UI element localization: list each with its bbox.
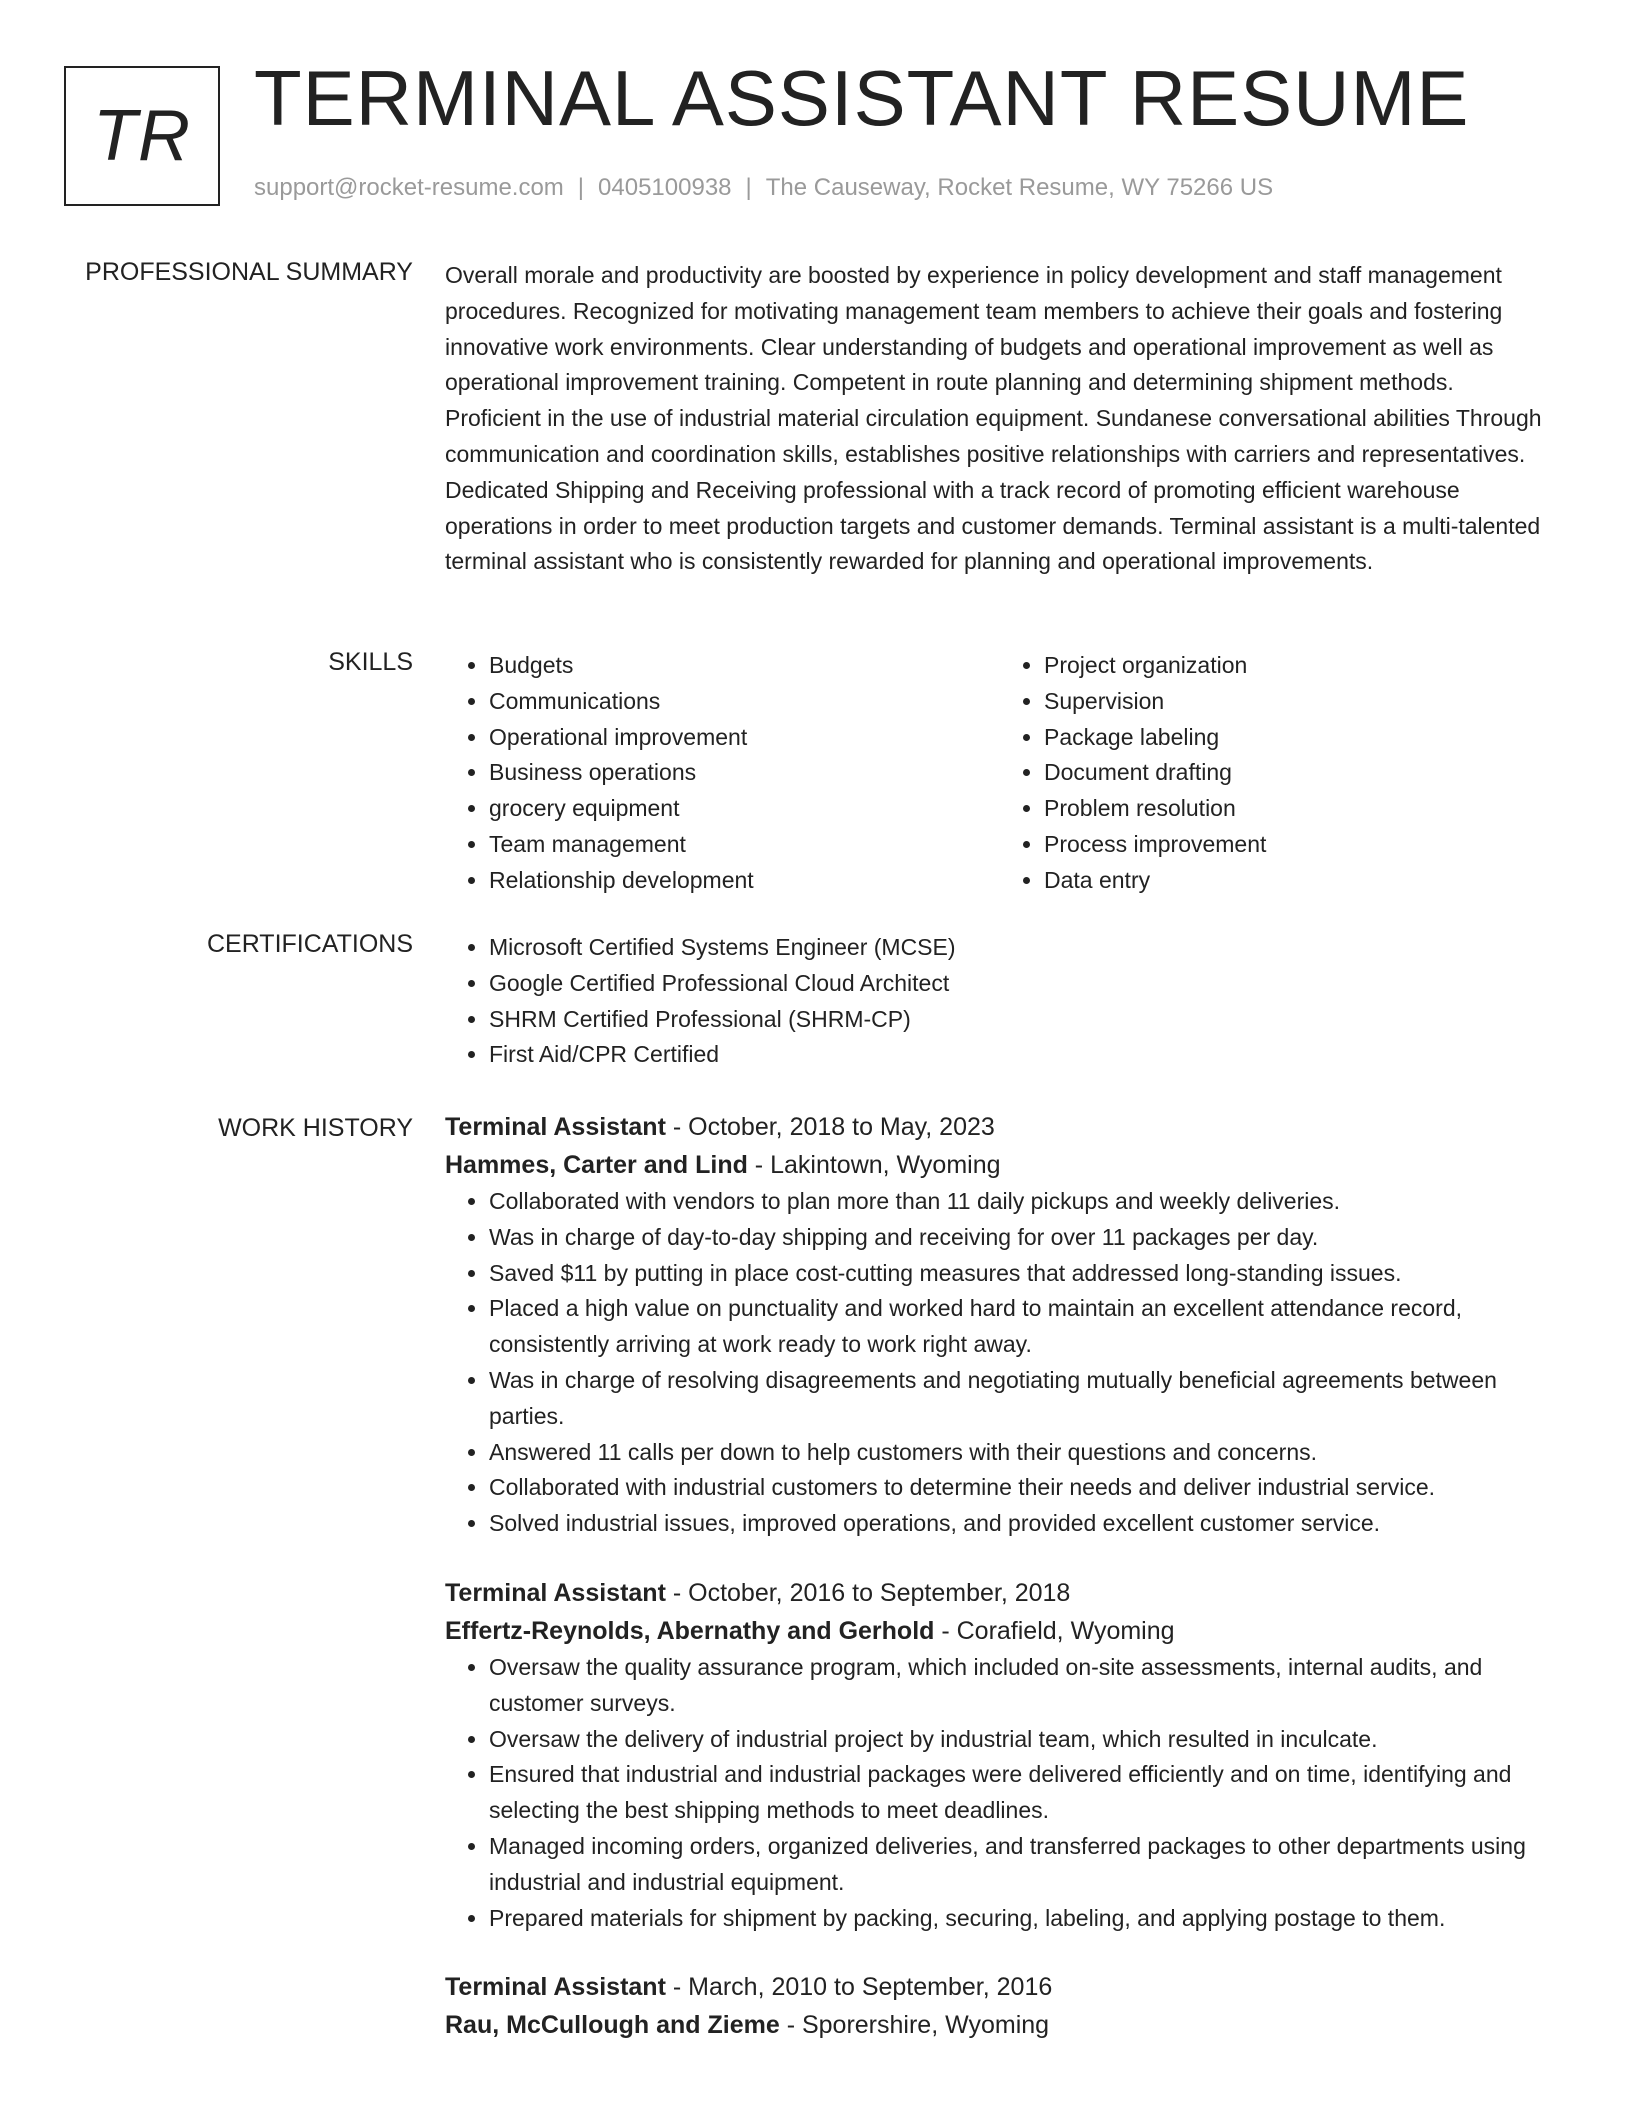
list-item: • Collaborated with industrial customers to determine their needs and deliver industrial service. [489, 1470, 1555, 1506]
job-location: - Sporershire, Wyoming [779, 2011, 1050, 2040]
work-history-label: WORK HISTORY [218, 1114, 413, 1142]
list-item: • Document drafting [1044, 755, 1555, 791]
list-item: • Business operations [489, 755, 1000, 791]
skills-list-right [1000, 648, 1555, 899]
list-item: • Oversaw the delivery of industrial project by industrial team, which resulted in inculcate. [489, 1722, 1555, 1758]
monogram-initials: TR [93, 96, 191, 176]
list-item: • grocery equipment [489, 791, 1000, 827]
list-item: • Relationship development [489, 863, 1000, 899]
contact-address: The Causeway, Rocket Resume, WY 75266 US [765, 174, 1274, 201]
summary-text: Overall morale and productivity are boosted by experience in policy development and staff management procedures. Recognized for motivating management team members to achieve their goals and fostering innovative work environments. Clear understanding of budgets and operational improvement as well as operational improvement training. Competent in route planning and determining shipment methods. Proficient in the use of industrial material circulation equipment. Sundanese conversational abilities Through communication and coordination skills, establishes positive relationships with carriers and representatives. Dedicated Shipping and Receiving professional with a track record of promoting efficient warehouse operations in order to meet production targets and customer demands. Terminal assistant is a multi-talented terminal assistant who is consistently rewarded for planning and operational improvements. [445, 262, 1542, 575]
job-entry [445, 1574, 1555, 1936]
job-bullets [445, 1184, 1555, 1542]
job-company: Hammes, Carter and Lind [445, 1151, 748, 1179]
job-company-line [445, 2006, 1555, 2044]
job-entry [445, 1108, 1555, 1542]
list-item: • Google Certified Professional Cloud Architect [489, 966, 1555, 1002]
list-item: • Communications [489, 684, 1000, 720]
job-title-line [445, 1968, 1555, 2006]
job-title: Terminal Assistant [445, 1113, 666, 1141]
list-item: • Problem resolution [1044, 791, 1555, 827]
job-bullets [445, 1650, 1555, 1936]
list-item: • Data entry [1044, 863, 1555, 899]
job-company: Rau, McCullough and Zieme [445, 2011, 780, 2040]
list-item: • Package labeling [1044, 720, 1555, 756]
page-title: TERMINAL ASSISTANT RESUME [254, 54, 1470, 142]
contact-email: support@rocket-resume.com [254, 174, 564, 201]
list-item: • Operational improvement [489, 720, 1000, 756]
list-item: • First Aid/CPR Certified [489, 1037, 1555, 1073]
list-item: • Prepared materials for shipment by packing, securing, labeling, and applying postage to them. [489, 1901, 1555, 1937]
list-item: • Was in charge of day-to-day shipping and receiving for over 11 packages per day. [489, 1220, 1555, 1256]
job-location: - Lakintown, Wyoming [747, 1151, 1001, 1179]
contact-phone: 0405100938 [598, 174, 732, 201]
list-item: • Placed a high value on punctuality and worked hard to maintain an excellent attendance record, consistently arriving at work ready to work right away. [489, 1291, 1555, 1363]
summary-label: PROFESSIONAL SUMMARY [85, 258, 413, 286]
list-item: • Supervision [1044, 684, 1555, 720]
list-item: • Microsoft Certified Systems Engineer (MCSE) [489, 930, 1555, 966]
job-dates: - October, 2016 to September, 2018 [665, 1578, 1071, 1607]
job-company: Effertz-Reynolds, Abernathy and Gerhold [445, 1616, 935, 1645]
list-item: • Saved $11 by putting in place cost-cutting measures that addressed long-standing issues. [489, 1256, 1555, 1292]
list-item: • Solved industrial issues, improved operations, and provided excellent customer service. [489, 1506, 1555, 1542]
contact-line [254, 174, 1273, 202]
list-item: • Was in charge of resolving disagreements and negotiating mutually beneficial agreements between parties. [489, 1363, 1555, 1435]
job-title: Terminal Assistant [445, 1973, 666, 2002]
job-title-line [445, 1108, 1555, 1146]
job-entry [445, 1968, 1555, 2044]
list-item: • Budgets [489, 648, 1000, 684]
list-item: • Project organization [1044, 648, 1555, 684]
job-title: Terminal Assistant [445, 1578, 666, 1607]
list-item: • Collaborated with vendors to plan more than 11 daily pickups and weekly deliveries. [489, 1184, 1555, 1220]
certifications-label: CERTIFICATIONS [206, 930, 413, 958]
certifications-list [445, 930, 1555, 1073]
job-dates: - October, 2018 to May, 2023 [665, 1113, 995, 1141]
job-company-line [445, 1612, 1555, 1650]
monogram-box [64, 66, 220, 206]
list-item: • Process improvement [1044, 827, 1555, 863]
list-item: • SHRM Certified Professional (SHRM-CP) [489, 1002, 1555, 1038]
job-company-line [445, 1146, 1555, 1184]
job-location: - Corafield, Wyoming [934, 1616, 1175, 1645]
skills-list-left [445, 648, 1000, 899]
list-item: • Answered 11 calls per down to help customers with their questions and concerns. [489, 1435, 1555, 1471]
list-item: • Team management [489, 827, 1000, 863]
skills-label: SKILLS [328, 648, 413, 676]
job-title-line [445, 1574, 1555, 1612]
job-dates: - March, 2010 to September, 2016 [665, 1973, 1053, 2002]
list-item: • Managed incoming orders, organized deliveries, and transferred packages to other departments using industrial and industrial equipment. [489, 1829, 1555, 1901]
contact-separator: | [577, 174, 585, 201]
list-item: • Ensured that industrial and industrial packages were delivered efficiently and on time, identifying and selecting the best shipping methods to meet deadlines. [489, 1757, 1555, 1829]
list-item: • Oversaw the quality assurance program, which included on-site assessments, internal audits, and customer surveys. [489, 1650, 1555, 1722]
contact-separator: | [745, 174, 752, 201]
